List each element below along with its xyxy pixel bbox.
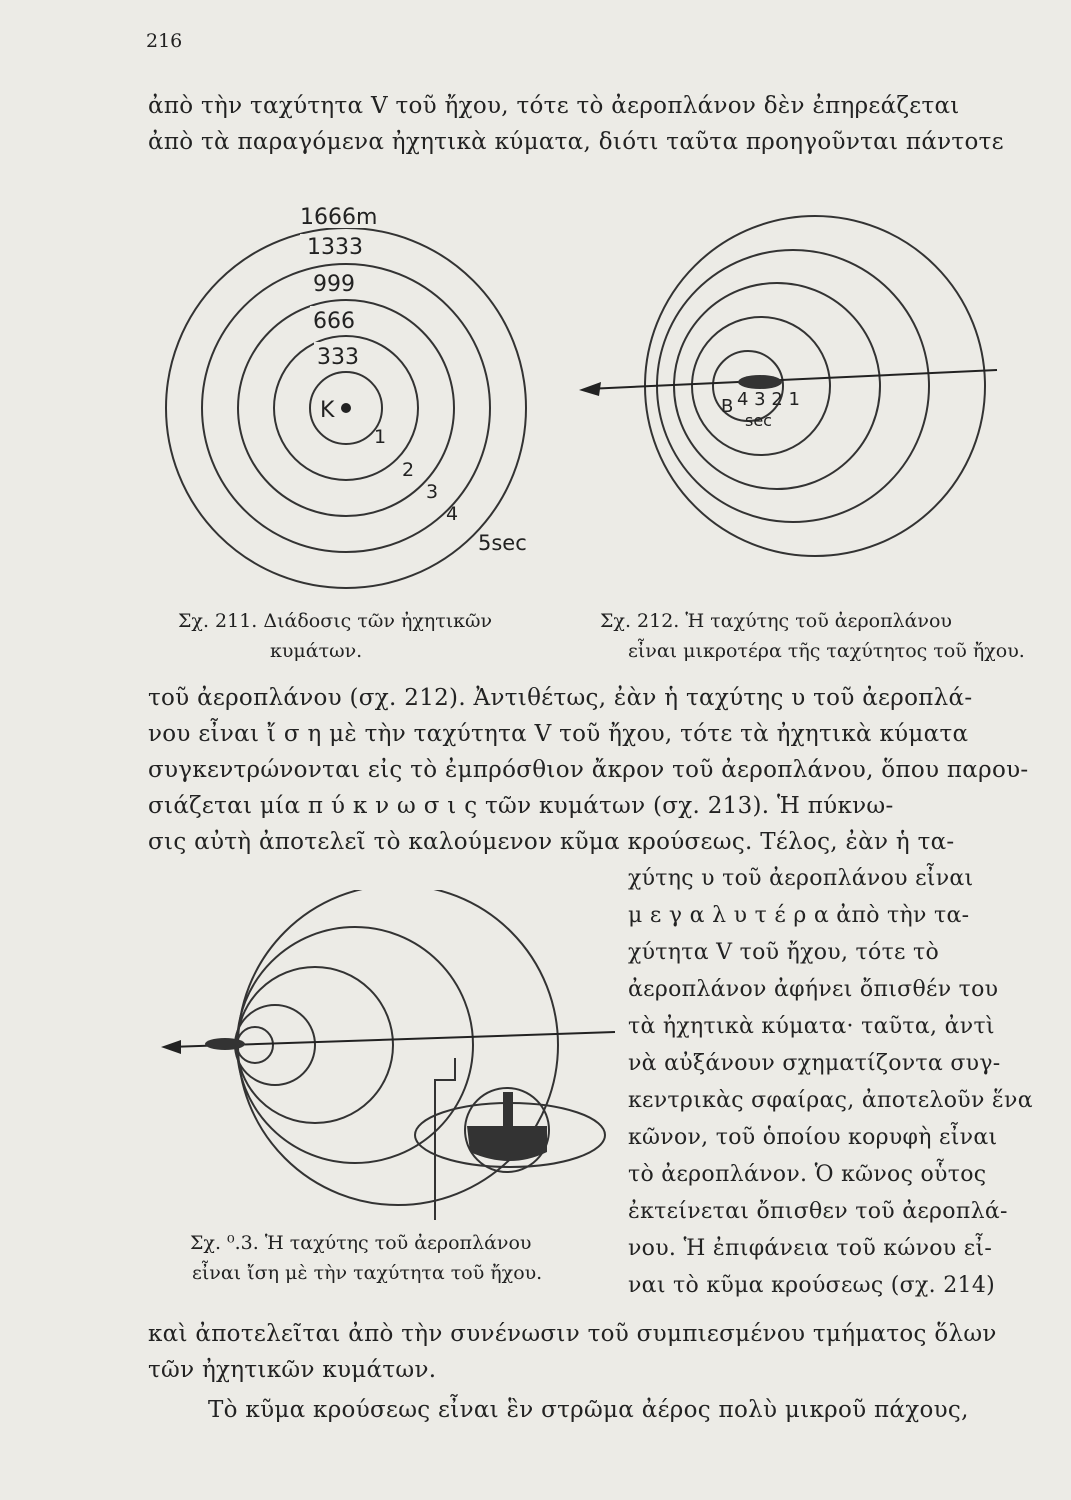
- text-line: χύτητα V τοῦ ἤχου, τότε τὸ: [628, 940, 940, 965]
- ring-label: 1333: [307, 235, 363, 260]
- text-line: τῶν ἠχητικῶν κυμάτων.: [148, 1357, 437, 1383]
- caption-line: εἶναι ἴση μὲ τὴν ταχύτητα τοῦ ἤχου.: [192, 1262, 543, 1284]
- text-line: καὶ ἀποτελεῖται ἀπὸ τὴν συνένωσιν τοῦ συμπιεσμένου τμήματος ὅλων: [148, 1321, 997, 1347]
- text-line: Τὸ κῦμα κρούσεως εἶναι ἓν στρῶμα ἀέρος πολὺ μικροῦ πάχους,: [208, 1397, 969, 1423]
- caption-line: Σχ. 211. Διάδοσις τῶν ἠχητικῶν: [178, 610, 493, 632]
- text-line: χύτης υ τοῦ ἀεροπλάνου εἶναι: [628, 866, 974, 891]
- top-paragraph: [148, 88, 1004, 160]
- text-line: τὸ ἀεροπλάνον. Ὁ κῶνος οὗτος: [628, 1162, 987, 1187]
- ring-label: 333: [317, 345, 359, 370]
- text-line: μ ε γ α λ υ τ έ ρ α ἀπὸ τὴν τα-: [628, 903, 970, 928]
- text-line: νου. Ἡ ἐπιφάνεια τοῦ κώνου εἶ-: [628, 1236, 993, 1261]
- caption-fig211: [178, 606, 492, 666]
- text-line: κεντρικὰς σφαίρας, ἀποτελοῦν ἕνα: [628, 1088, 1033, 1113]
- text-line: ἀεροπλάνον ἀφήνει ὄπισθέν του: [628, 977, 999, 1002]
- time-label: 3: [426, 481, 439, 503]
- figure-213-sonic-waves: [155, 890, 625, 1230]
- text-line: ἐκτείνεται ὄπισθεν τοῦ ἀεροπλά-: [628, 1199, 1008, 1224]
- figure-212-subsonic-waves: [565, 200, 1005, 570]
- text-line: ἀπὸ τὴν ταχύτητα V τοῦ ἤχου, τότε τὸ ἀεροπλάνον δὲν ἐπηρεάζεται: [148, 93, 960, 119]
- point-label: B: [721, 396, 734, 417]
- center-label: K: [320, 398, 335, 423]
- caption-fig213: [190, 1228, 542, 1288]
- ring-label: 1666m: [300, 205, 378, 230]
- text-line: συγκεντρώνονται εἰς τὸ ἐμπρόσθιον ἄκρον τοῦ ἀεροπλάνου, ὅπου παρου-: [148, 757, 1029, 783]
- airplane-icon: [738, 375, 782, 389]
- flight-path-arrow: [587, 370, 997, 389]
- text-line: νου εἶναι ἴ σ η μὲ τὴν ταχύτητα V τοῦ ἤχου, τότε τὰ ἠχητικὰ κύματα: [148, 721, 969, 747]
- airplane-icon: [205, 1038, 245, 1050]
- caption-line: εἶναι μικροτέρα τῆς ταχύτητος τοῦ ἤχου.: [628, 640, 1025, 662]
- text-line: σιάζεται μία π ύ κ ν ω σ ι ς τῶν κυμάτων (σχ. 213). Ἡ πύκνω-: [148, 793, 894, 819]
- caption-line: κυμάτων.: [270, 640, 363, 662]
- text-line: σις αὐτὴ ἀποτελεῖ τὸ καλούμενον κῦμα κρούσεως. Τέλος, ἐὰν ἡ τα-: [148, 829, 955, 855]
- caption-line: Σχ. ⁰.3. Ἡ ταχύτης τοῦ ἀεροπλάνου: [190, 1232, 532, 1254]
- ring-label: 999: [313, 272, 355, 297]
- text-line: κῶνον, τοῦ ὁποίου κορυφὴ εἶναι: [628, 1125, 998, 1150]
- number-labels: 4 3 2 1: [737, 389, 800, 410]
- ring-label: 666: [313, 309, 355, 334]
- right-column-text: [628, 860, 1033, 1304]
- text-line: ἀπὸ τὰ παραγόμενα ἠχητικὰ κύματα, διότι ταῦτα προηγοῦνται πάντοτε: [148, 129, 1004, 155]
- text-line: νὰ αὐξάνουν σχηματίζοντα συγ-: [628, 1051, 1001, 1076]
- middle-paragraph: [148, 680, 1028, 860]
- caption-line: Σχ. 212. Ἡ ταχύτης τοῦ ἀεροπλάνου: [600, 610, 952, 632]
- figure-211-concentric-waves: [150, 190, 550, 590]
- shaded-region: [467, 1126, 547, 1161]
- time-label: 1: [374, 426, 387, 448]
- bottom-paragraph: [148, 1316, 997, 1428]
- page-number: 216: [146, 30, 183, 52]
- unit-label: sec: [745, 411, 772, 430]
- caption-fig212: [600, 606, 1025, 666]
- time-label: 5sec: [478, 531, 527, 555]
- text-line: ναι τὸ κῦμα κρούσεως (σχ. 214): [628, 1273, 995, 1298]
- time-label: 4: [446, 503, 459, 525]
- text-line: τοῦ ἀεροπλάνου (σχ. 212). Ἀντιθέτως, ἐὰν ἡ ταχύτης υ τοῦ ἀεροπλά-: [148, 685, 973, 711]
- time-label: 2: [402, 459, 415, 481]
- text-line: τὰ ἠχητικὰ κύματα· ταῦτα, ἀντὶ: [628, 1014, 995, 1039]
